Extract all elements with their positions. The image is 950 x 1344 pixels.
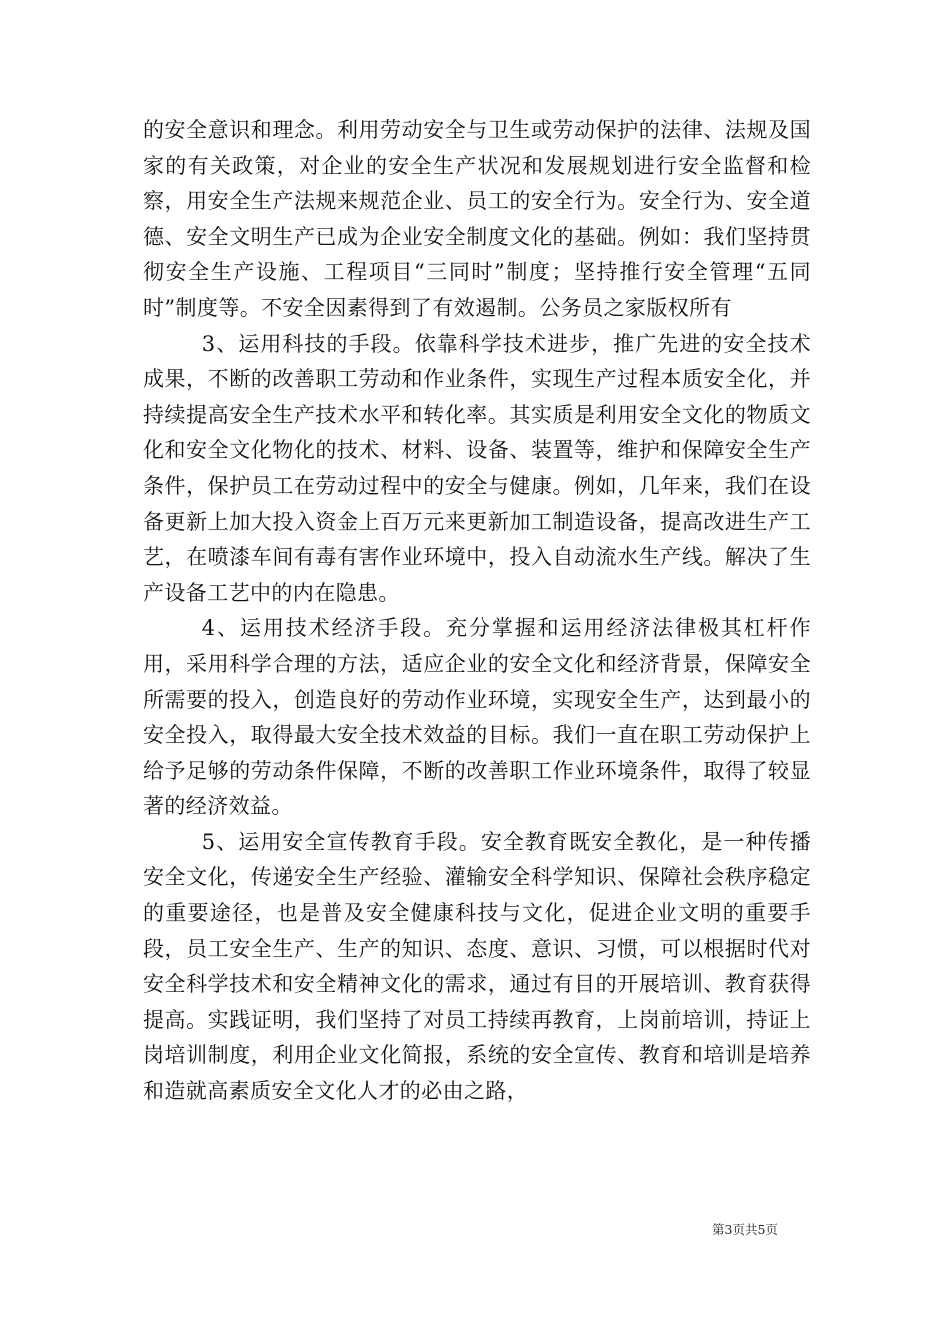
page-number-footer: 第3页共5页 [712, 1222, 778, 1237]
document-body [143, 113, 811, 1110]
paragraph-item-3: 3、运用科技的手段。依靠科学技术进步，推广先进的安全技术成果，不断的改善职工劳动和作业条件，实现生产过程本质安全化，并持续提高安全生产技术水平和转化率。其实质是利用安全文化的物质文化和安全文化物化的技术、材料、设备、装置等，维护和保障安全生产条件，保护员工在劳动过程中的安全与健康。例如，几年来，我们在设备更新上加大投入资金上百万元来更新加工制造设备，提高改进生产工艺，在喷漆车间有毒有害作业环境中，投入自动流水生产线。解决了生产设备工艺中的内在隐患。 [143, 331, 811, 605]
paragraph-item-5: 5、运用安全宣传教育手段。安全教育既安全教化，是一种传播安全文化，传递安全生产经验、灌输安全科学知识、保障社会秩序稳定的重要途径，也是普及安全健康科技与文化，促进企业文明的重要手段，员工安全生产、生产的知识、态度、意识、习惯，可以根据时代对安全科学技术和安全精神文化的需求，通过有目的开展培训、教育获得提高。实践证明，我们坚持了对员工持续再教育，上岗前培训，持证上岗培训制度，利用企业文化简报，系统的安全宣传、教育和培训是培养和造就高素质安全文化人才的必由之路， [143, 829, 811, 1104]
paragraph-continuation: 的安全意识和理念。利用劳动安全与卫生或劳动保护的法律、法规及国家的有关政策，对企业的安全生产状况和发展规划进行安全监督和检察，用安全生产法规来规范企业、员工的安全行为。安全行为、安全道德、安全文明生产已成为企业安全制度文化的基础。例如：我们坚持贯彻安全生产设施、工程项目“三同时”制度；坚持推行安全管理“五同时”制度等。不安全因素得到了有效遏制。公务员之家版权所有 [143, 118, 811, 320]
paragraph-item-4: 4、运用技术经济手段。充分掌握和运用经济法律极其杠杆作用，采用科学合理的方法，适应企业的安全文化和经济背景，保障安全所需要的投入，创造良好的劳动作业环境，实现安全生产，达到最小的安全投入，取得最大安全技术效益的目标。我们一直在职工劳动保护上给予足够的劳动条件保障，不断的改善职工作业环境条件，取得了较显著的经济效益。 [143, 616, 811, 819]
